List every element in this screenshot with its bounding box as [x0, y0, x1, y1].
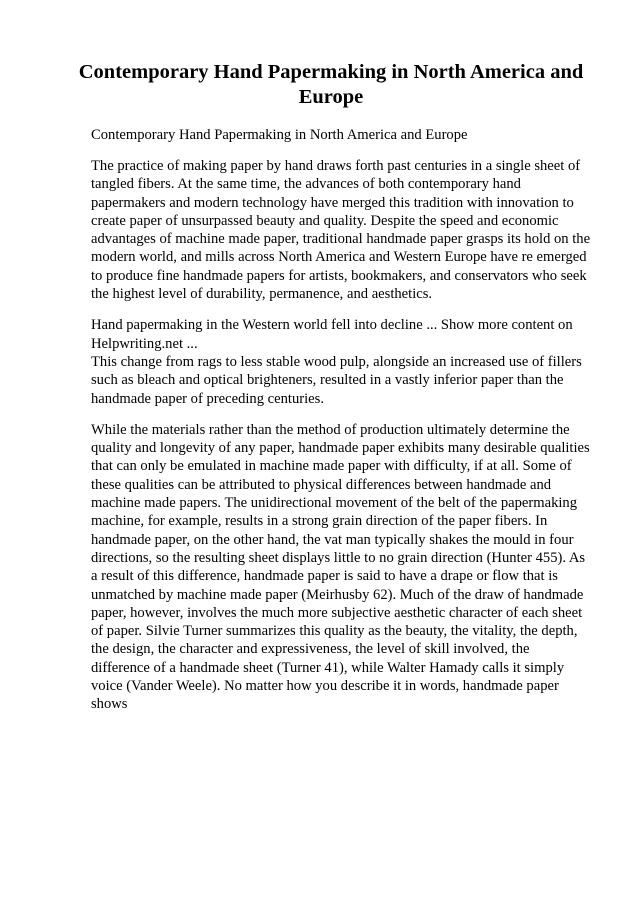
- paragraph-intro: The practice of making paper by hand draws forth past centuries in a single sheet of tangled fibers. At the same time, the advances of both contemporary hand papermakers and modern technology have merged this tradition with innovation to create paper of unsurpassed beauty and quality. Despite the speed and economic advantages of machine made paper, traditional handmade paper grasps its hold on the modern world, and mills across North America and Western Europe have re emerged to produce fine handmade papers for artists, bookmakers, and conservators who seek the highest level of durability, permanence, and aesthetics.: [91, 158, 591, 303]
- paragraph-wood-pulp: This change from rags to less stable wood pulp, alongside an increased use of fillers such as bleach and optical brighteners, resulted in a vastly inferior paper than the handmade paper of preceding centuries.: [91, 353, 582, 407]
- paragraph-qualities: While the materials rather than the method of production ultimately determine the quality and longevity of any paper, handmade paper exhibits many desirable qualities that can only be emulated in machine made paper with difficulty, if at all. Some of these qualities can be attributed to physical differences between handmade and machine made papers. The unidirectional movement of the belt of the papermaking machine, for example, results in a strong grain direction of the paper fibers. In handmade paper, on the other hand, the vat man typically shakes the mould in four directions, so the resulting sheet displays little to no grain direction (Hunter 455). As a result of this difference, handmade paper is said to have a drape or flow that is unmatched by machine made paper (Meirhusby 62). Much of the draw of handmade paper, however, involves the much more subjective aesthetic character of each sheet of paper. Silvie Turner summarizes this quality as the beauty, the vitality, the depth, the design, the character and expressiveness, the level of skill involved, the difference of a handmade sheet (Turner 41), while Walter Hamady calls it simply voice (Vander Weele). No matter how you describe it in words, handmade paper shows: [91, 421, 590, 713]
- document-title: Contemporary Hand Papermaking in North America and Europe: [78, 61, 584, 108]
- paragraph-decline: Hand papermaking in the Western world fell into decline ... Show more content on Helpwriting.net ...: [91, 317, 573, 352]
- document-subtitle: Contemporary Hand Papermaking in North America and Europe: [91, 127, 468, 143]
